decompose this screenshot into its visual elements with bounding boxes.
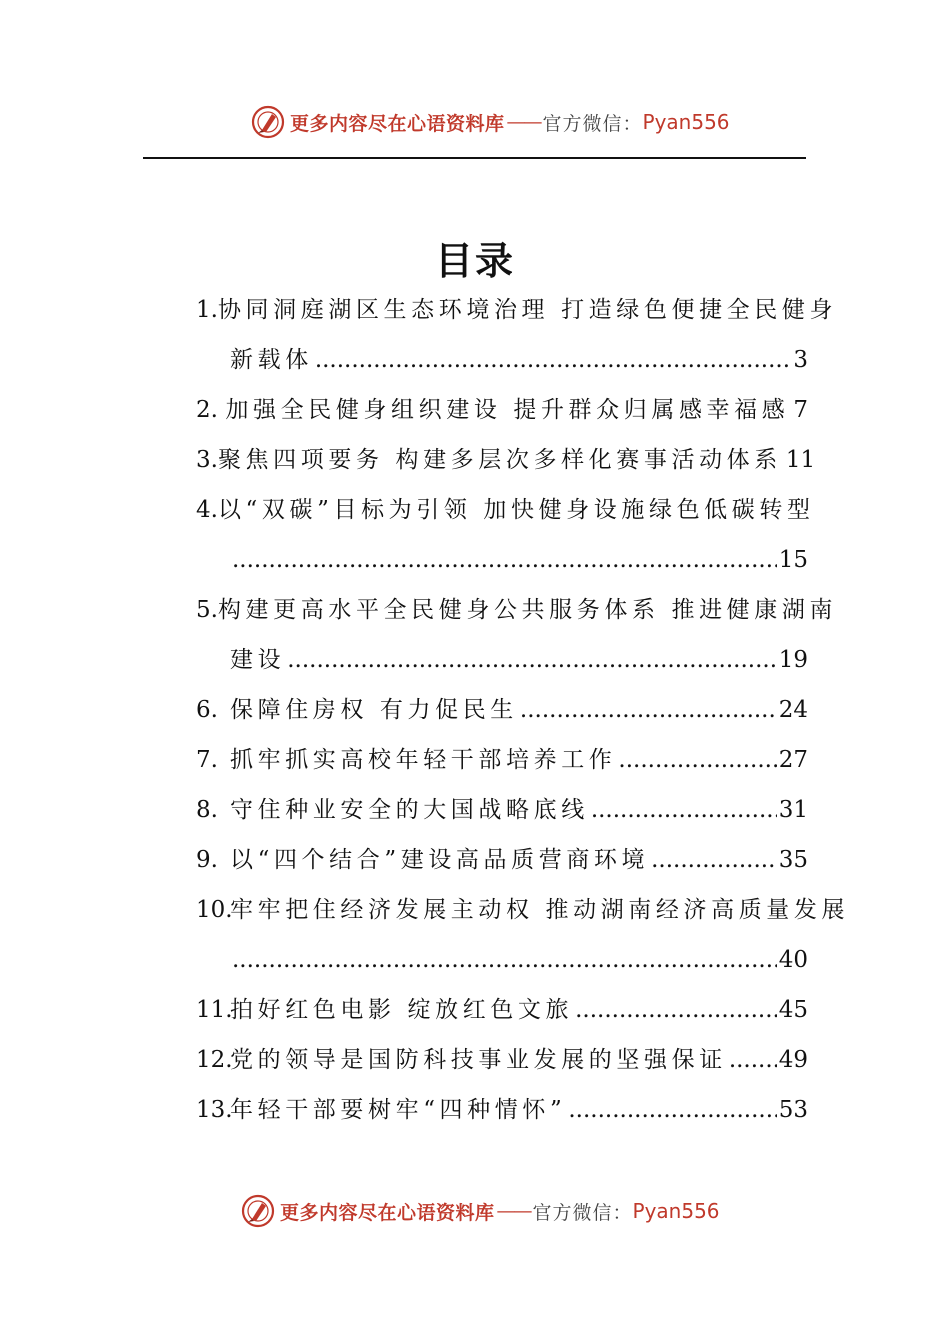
toc-entry-page: 19 [778, 647, 808, 673]
watermark-id: Pyan556 [632, 1199, 720, 1223]
toc-entry-page: 7 [793, 397, 808, 423]
toc-entry-1[interactable] [196, 285, 838, 385]
toc-entry-12[interactable] [196, 1035, 808, 1085]
toc-entry-number: 8. [196, 797, 218, 823]
toc-entry-title: 加强全民健身组织建设 提升群众归属感幸福感 [225, 397, 790, 423]
toc-entry-title: 保障住房权 有力促民生 [230, 697, 518, 723]
toc-entry-title: 构建更高水平全民健身公共服务体系 推进健康湖南 [217, 597, 838, 623]
watermark-id: Pyan556 [642, 110, 730, 134]
toc-entry-6[interactable] [196, 685, 808, 735]
toc-entry-number: 10. [196, 897, 233, 923]
toc-entry-title: 拍好红色电影 绽放红色文旅 [230, 997, 574, 1023]
toc-entry-number: 12. [196, 1047, 233, 1073]
dot-leader [315, 335, 792, 385]
toc-entry-title: 党的领导是国防科技事业发展的坚强保证 [230, 1047, 727, 1073]
toc-entry-5[interactable] [196, 585, 838, 685]
toc-entry-page: 15 [778, 547, 808, 573]
header-watermark [250, 104, 730, 140]
toc-entry-7[interactable] [196, 735, 808, 785]
footer-watermark [240, 1193, 720, 1229]
toc-entry-title: 以“四个结合”建设高品质营商环境 [230, 847, 650, 873]
toc-entry-page: 24 [778, 697, 808, 723]
toc-entry-number: 6. [196, 697, 218, 723]
toc-entry-title: 以“双碳”目标为引领 加快健身设施绿色低碳转型 [217, 497, 815, 523]
toc-entry-9[interactable] [196, 835, 808, 885]
dot-leader [232, 935, 777, 985]
toc-entry-11[interactable] [196, 985, 808, 1035]
toc-entry-page: 45 [778, 997, 808, 1023]
dot-leader [287, 635, 777, 685]
toc-entry-13[interactable] [196, 1085, 808, 1135]
toc-entry-number: 4. [196, 497, 218, 523]
header-rule [143, 157, 806, 159]
toc-entry-page: 27 [778, 747, 808, 773]
toc-entry-number: 3. [196, 447, 218, 473]
toc-entry-title-cont: 新载体 [230, 347, 313, 373]
toc-entry-page: 3 [793, 347, 808, 373]
toc-entry-page: 49 [778, 1047, 808, 1073]
table-of-contents [196, 285, 850, 1135]
toc-entry-title: 年轻干部要树牢“四种情怀” [230, 1097, 567, 1123]
toc-entry-2[interactable] [196, 385, 808, 435]
toc-entry-10[interactable] [196, 885, 850, 985]
toc-entry-page: 31 [778, 797, 808, 823]
watermark-dash: —— [506, 111, 541, 133]
toc-entry-page: 53 [778, 1097, 808, 1123]
toc-entry-title: 协同洞庭湖区生态环境治理 打造绿色便捷全民健身 [217, 297, 838, 323]
toc-entry-number: 9. [196, 847, 218, 873]
dot-leader [232, 535, 777, 585]
dot-leader [520, 685, 777, 735]
toc-entry-number: 1. [196, 297, 218, 323]
dot-leader [618, 735, 776, 785]
toc-entry-number: 7. [196, 747, 218, 773]
watermark-middle: 官方微信： [532, 1201, 633, 1224]
dot-leader [651, 835, 777, 885]
toc-entry-3[interactable] [196, 435, 816, 485]
watermark-lead: 更多内容尽在心语资料库 [280, 1201, 495, 1224]
toc-entry-page: 40 [778, 947, 808, 973]
toc-entry-title: 抓牢抓实高校年轻干部培养工作 [230, 747, 617, 773]
toc-entry-title: 聚焦四项要务 构建多层次多样化赛事活动体系 [217, 447, 782, 473]
quill-logo-icon [250, 104, 286, 140]
dot-leader [575, 985, 777, 1035]
toc-entry-title-cont: 建设 [230, 647, 286, 673]
toc-entry-page: 11 [785, 447, 816, 473]
watermark-lead: 更多内容尽在心语资料库 [290, 112, 505, 135]
toc-entry-title: 牢牢把住经济发展主动权 推动湖南经济高质量发展 [230, 897, 850, 923]
toc-entry-number: 5. [196, 597, 218, 623]
toc-entry-number: 11. [196, 997, 233, 1023]
toc-entry-title: 守住种业安全的大国战略底线 [230, 797, 589, 823]
dot-leader [591, 785, 777, 835]
toc-entry-number: 13. [196, 1097, 233, 1123]
quill-logo-icon [240, 1193, 276, 1229]
toc-entry-4[interactable] [196, 485, 815, 585]
toc-entry-8[interactable] [196, 785, 808, 835]
toc-title: 目录 [434, 238, 515, 283]
watermark-dash: —— [496, 1200, 531, 1222]
toc-entry-number: 2. [196, 397, 218, 423]
dot-leader [729, 1035, 777, 1085]
dot-leader [568, 1085, 776, 1135]
toc-entry-page: 35 [778, 847, 808, 873]
watermark-middle: 官方微信： [542, 112, 643, 135]
